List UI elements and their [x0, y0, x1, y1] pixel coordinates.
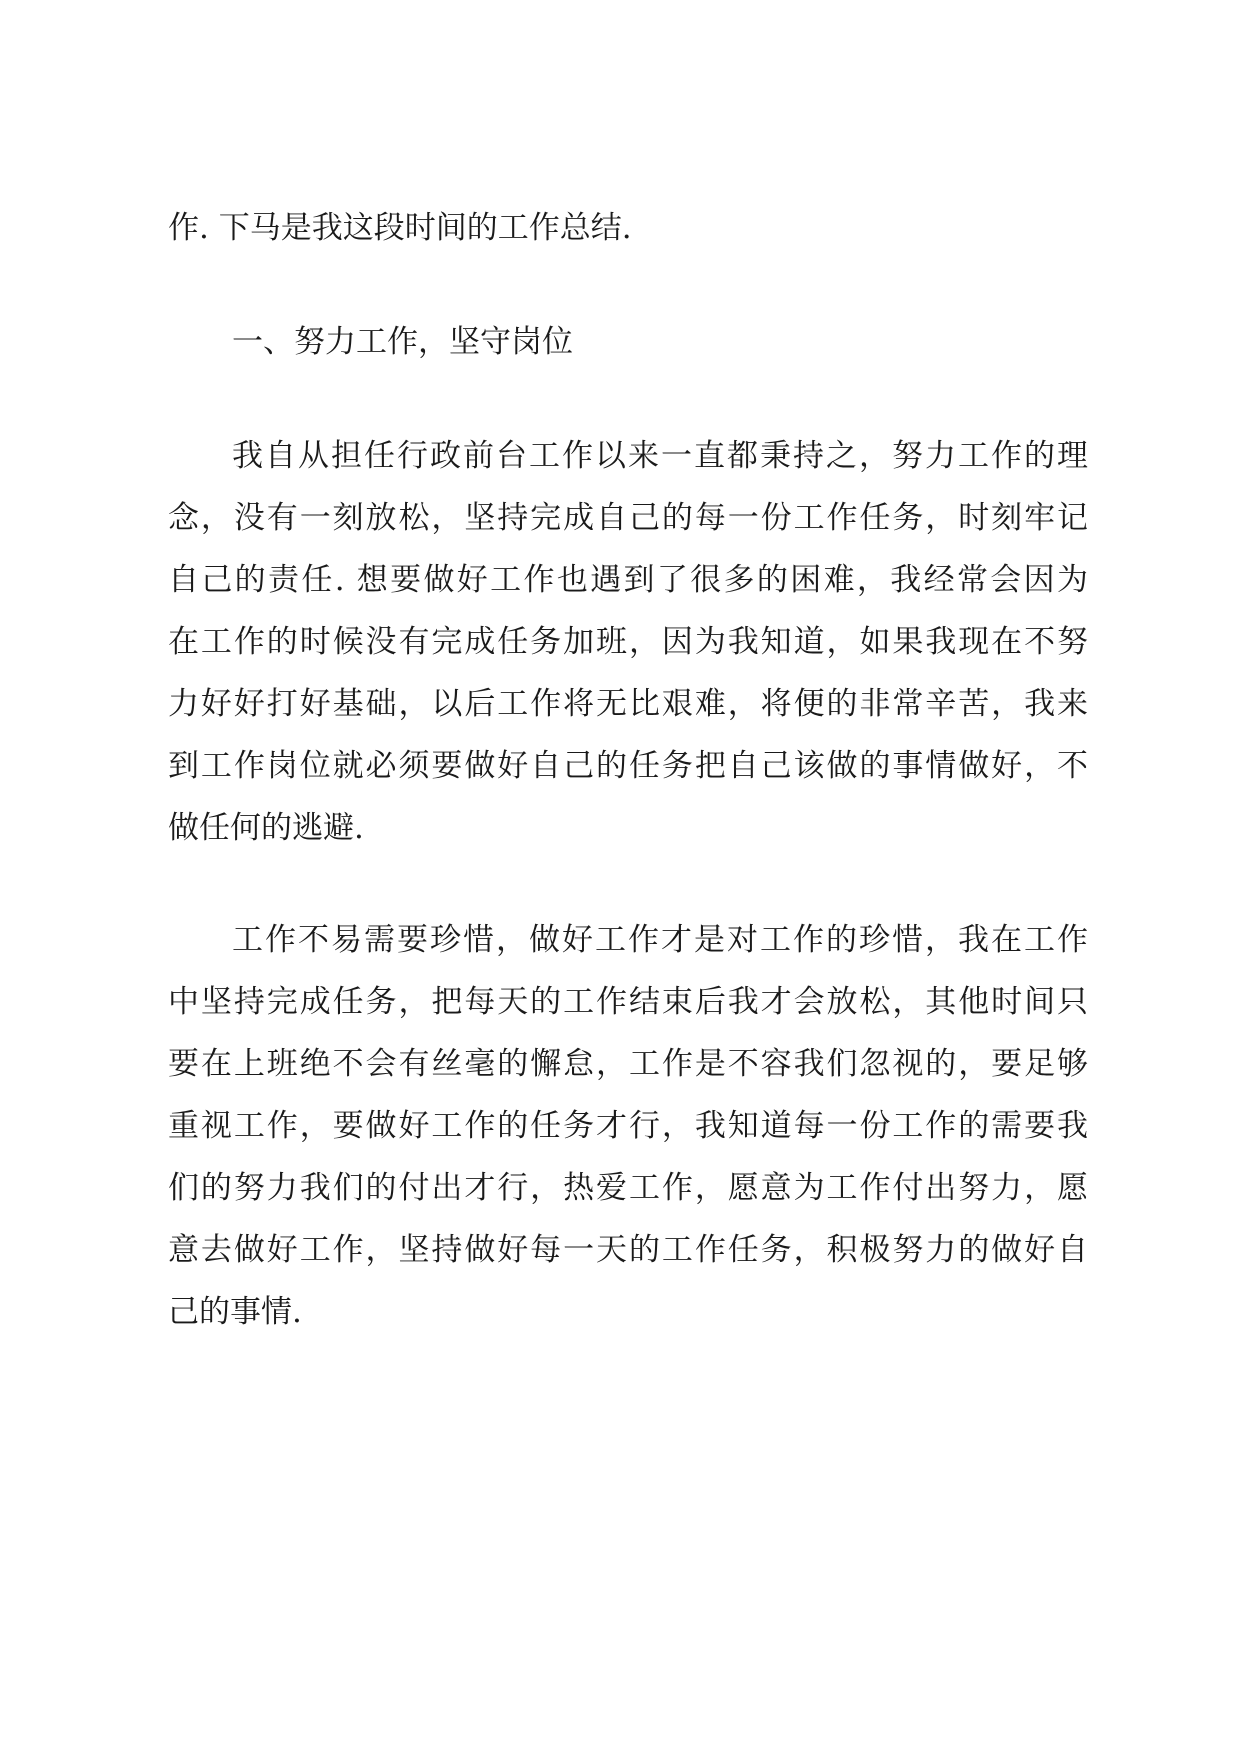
paragraph-line: 做任何的逃避.	[168, 810, 364, 846]
paragraph-line: 在工作的时候没有完成任务加班，因为我知道，如果我现在不努	[168, 624, 1088, 660]
paragraph-line: 念，没有一刻放松，坚持完成自己的每一份工作任务，时刻牢记	[168, 500, 1088, 536]
paragraph-line: 自己的责任. 想要做好工作也遇到了很多的困难，我经常会因为	[168, 562, 1088, 598]
paragraph-line: 中坚持完成任务，把每天的工作结束后我才会放松，其他时间只	[168, 984, 1088, 1020]
paragraph-line: 要在上班绝不会有丝毫的懈怠，工作是不容我们忽视的，要足够	[168, 1046, 1088, 1082]
intro-tail-line: 作. 下马是我这段时间的工作总结.	[168, 210, 632, 246]
paragraph-line: 我自从担任行政前台工作以来一直都秉持之，努力工作的理	[232, 438, 1088, 474]
paragraph-line: 工作不易需要珍惜，做好工作才是对工作的珍惜，我在工作	[232, 922, 1088, 958]
paragraph-line: 重视工作，要做好工作的任务才行，我知道每一份工作的需要我	[168, 1108, 1088, 1144]
paragraph-line: 们的努力我们的付出才行，热爱工作，愿意为工作付出努力，愿	[168, 1170, 1088, 1206]
paragraph-line: 意去做好工作，坚持做好每一天的工作任务，积极努力的做好自	[168, 1232, 1088, 1268]
section-heading: 一、努力工作，坚守岗位	[232, 324, 573, 360]
paragraph-line: 己的事情.	[168, 1294, 302, 1330]
paragraph-line: 到工作岗位就必须要做好自己的任务把自己该做的事情做好，不	[168, 748, 1088, 784]
paragraph-line: 力好好打好基础，以后工作将无比艰难，将便的非常辛苦，我来	[168, 686, 1088, 722]
